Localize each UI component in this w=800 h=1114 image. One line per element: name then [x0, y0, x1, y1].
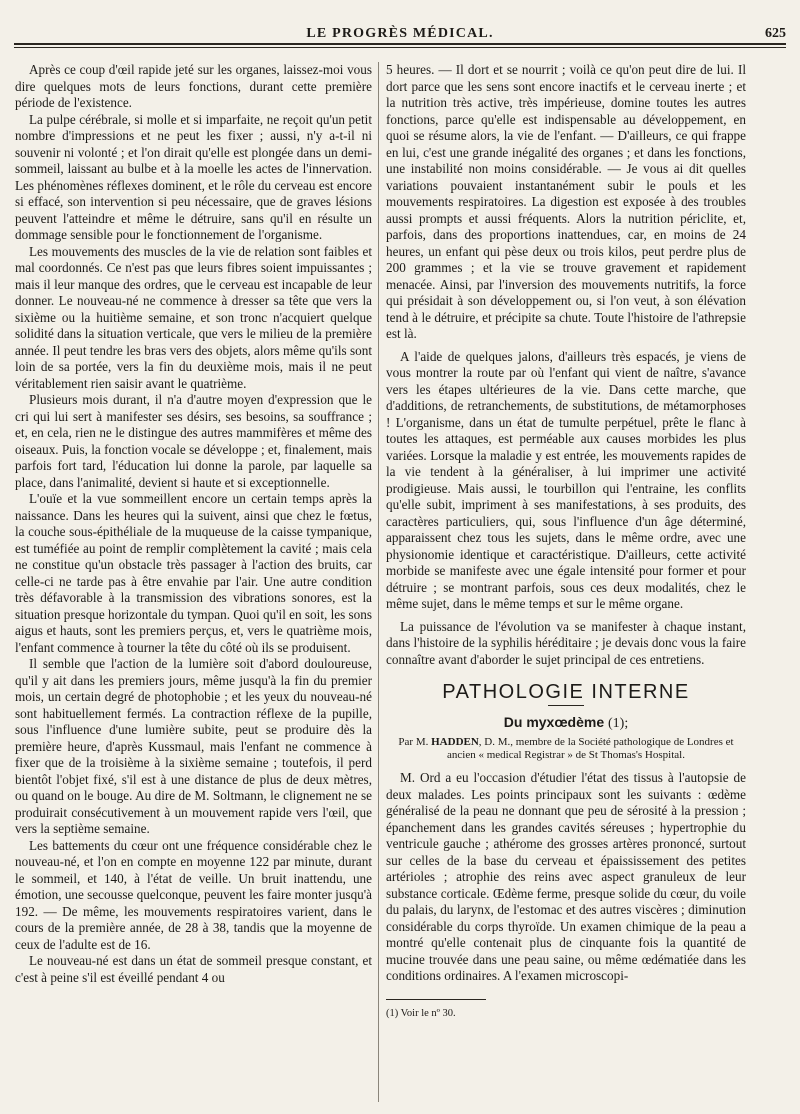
page-header: [14, 24, 786, 44]
paragraph: Il semble que l'action de la lumière soit d'abord douloureuse, qu'il y ait dans les premiers jours, même jusqu'à la fin du premier mois, un certain degré de photophobie ; et les yeux du nouveau-né sont habituellement fermés. La contraction réflexe de la pupille, sous l'influence d'une lumière subite, peut se produire dès la première heure, d'après Kussmaul, mais l'enfant ne commence à fixer que de la troisième à la sixième semaine ; toutefois, il perd bientôt l'objet fixé, s'il est à une distance de plus de deux mètres, ou quand on le bouge. Au dire de M. Soltmann, le clignement ne se produirait consécutivement à un mouvement rapide vers l'œil, que vers la septième semaine.: [15, 656, 372, 836]
article-title: [386, 714, 746, 733]
byline-rest: , D. M., membre de la Société pathologique de Londres et ancien « medical Registrar » de St Thomas's Hospital.: [447, 736, 734, 761]
byline: [386, 736, 746, 762]
byline-author: HADDEN: [431, 736, 479, 748]
article-title-text: Du myxœdème: [503, 713, 605, 730]
section-title: PATHOLOGIE INTERNE: [442, 681, 690, 703]
header-rule-thick: [14, 43, 786, 45]
section-rule: [548, 705, 584, 706]
paragraph: Plusieurs mois durant, il n'a d'autre moyen d'expression que le cri qui lui sert à manifester ses désirs, ses besoins, sa souffrance ; et, en cela, rien ne le distingue des autres mammifères et même des oiseaux. Puis, la fonction vocale se développe ; et, finalement, mais parfois fort tard, l'éducation lui donne la parole, par laquelle sa place, dans l'animalité, devient si haute et si exceptionnelle.: [15, 392, 372, 490]
page-number: 625: [765, 26, 786, 41]
paragraph: La pulpe cérébrale, si molle et si imparfaite, ne reçoit qu'un petit nombre d'impressions et ne peut les fixer ; aussi, n'y a-t-il ni souvenir ni volonté ; et l'on dirait qu'elle est plongée dans un demi-sommeil, laissant au bulbe et à la moelle les actes de l'innervation. Les phénomènes réflexes dominent, et le rôle du cerveau est encore si effacé, son intervention si peu nécessaire, que de graves lésions peuvent l'atteindre et même le détruire, sans qu'il en résulte un dommage sensible pour le fonctionnement de l'organisme.: [15, 111, 372, 242]
paragraph: Les battements du cœur ont une fréquence considérable chez le nouveau-né, et l'on en compte en moyenne 122 par minute, durant le sommeil, et 140, à l'état de veille. Un bruit inattendu, une émotion, une secousse quelconque, peuvent les faire monter jusqu'à 192. — De même, les mouvements respiratoires varient, dans le cours de la première année, de 28 à 38, tandis que la moyenne de ceux de l'adulte est de 16.: [15, 837, 372, 952]
paragraph: M. Ord a eu l'occasion d'étudier l'état des tissus à l'autopsie de deux malades. Les points principaux sont les suivants : œdème généralisé de la peau ne donnant que peu de sérosité à la pression ; épanchement dans les grandes cavités séreuses ; hypertrophie du ventricule gauche ; athérome des grosses artères prononcé, surtout sur celles de la base du cerveau et épaississement des petites artérioles ; atrophie des reins avec aspect granuleux de leur substance corticale. Œdème ferme, presque solide du cœur, du voile du palais, du larynx, de l'estomac et des autres viscères ; diminution considérable du corps thyroïde. Un examen chimique de la peau a montré qu'elle contenait plus de cinquante fois la quantité de mucine trouvée dans une peau saine, ou même œdématiée dans les conditions ordinaires. A l'examen microscopi-: [386, 770, 746, 983]
column-divider: [378, 62, 379, 1102]
paragraph: La puissance de l'évolution va se manifester à chaque instant, dans l'histoire de la syphilis héréditaire ; je devais donc vous la faire connaître avant d'aborder le sujet principal de ces entretiens.: [386, 618, 746, 667]
paragraph: 5 heures. — Il dort et se nourrit ; voilà ce qu'on peut dire de lui. Il dort parce que les sens sont encore inactifs et le cerveau inerte ; et la nutrition très active, très impérieuse, domine toutes les autres fonctions, parce qu'elle est indispensable au développement, en quoi se résume alors, la vie de l'enfant. — D'ailleurs, ce qui frappe en lui, c'est une grande inégalité des organes ; et dans les fonctions, une instabilité non moins considérable. — Je vous ai dit quelles variations pouvaient instantanément subir le pouls et les mouvements respiratoires. La digestion est exposée à des troubles aussi prompts et aussi fréquents. Alors la nutrition périclite, et, parfois, dans des proportions inattendues, car, en moins de 24 heures, un enfant qui pèse deux ou trois kilos, peut perdre plus de 200 grammes ; et la vie se trouve gravement et rapidement menacée. Ainsi, par l'inversion des mouvements nutritifs, la force qui présidait à son développement ou, si l'on veut, à son élévation tend à le détruire, et précipite sa chute. Toute l'histoire de l'athrepsie est là.: [386, 62, 746, 341]
paragraph: Après ce coup d'œil rapide jeté sur les organes, laissez-moi vous dire quelques mots de leurs fonctions, durant cette première période de l'existence.: [15, 62, 372, 110]
paragraph: L'ouïe et la vue sommeillent encore un certain temps après la naissance. Dans les heures qui la suivent, ainsi que chez le fœtus, la couche sous-épithéliale de la muqueuse de la caisse tympanique, est tuméfiée au point de remplir complètement la cavité ; mais cela ne constitue qu'un obstacle très passager à l'action des bruits, car celle-ci ne tarde pas à être envahie par l'air. Une autre condition très défavorable à la transmission des vibrations sonores, est la situation presque horizontale du tympan. Quoi qu'il en soit, les sons aigus et hauts, sont les premiers perçus, et, vers le quatrième mois, l'enfant commence à tourner la tête du côté où ils se produisent.: [15, 491, 372, 655]
paragraph: A l'aide de quelques jalons, d'ailleurs très espacés, je viens de vous montrer la route par où l'enfant qui vient de naître, s'avance vers les étapes ultérieures de la vie. Dans cette marche, que d'additions, de retranchements, de substitutions, de métamorphoses ! L'organisme, dans un état de tumulte perpétuel, prête le flanc à toutes les attaques, est perméable aux causes morbides les plus variées. Lorsque la maladie y est entrée, les mouvements rapides de la vie tendent à la généraliser, à lui imprimer une activité prodigieuse. Mais aussi, le tourbillon qui l'entraine, les conflits qu'elle subit, impriment à ses manifestations, à ses produits, des caractères particuliers, qui, sous l'influence d'un âge déterminé, apparaissent chez tous les sujets, dans le même ordre, avec une physionomie identique et caractéristique. D'ailleurs, cette activité morbide se manifeste avec une égale intensité pour former et pour détruire ; se montrant parfois, sous ces deux modalités, chez le même sujet, dans le même temps et sur le même organe.: [386, 348, 746, 611]
header-rule-thin: [14, 47, 786, 48]
footnote-ref: (1);: [608, 715, 629, 731]
footnote: (1) Voir le nº 30.: [386, 1007, 456, 1019]
paragraph: Les mouvements des muscles de la vie de relation sont faibles et mal coordonnés. Ce n'est pas que leurs fibres soient impuissantes ; mais il leur manque des ordres, que le cerveau est incapable de leur donner. Le nouveau-né ne commence à dresser sa tête que vers la sixième ou la huitième semaine, et son tronc n'acquiert quelque solidité dans la situation verticale, que vers le milieu de la première année. Il peut tendre les bras vers des objets, alors même qu'ils sont loin de sa portée, vers la fin du deuxième mois, mais il ne peut véritablement rien saisir avant le quatrième.: [15, 243, 372, 391]
footnote-rule: [386, 999, 486, 1000]
journal-title: LE PROGRÈS MÉDICAL.: [306, 26, 494, 41]
left-column: [15, 62, 372, 1102]
right-column: [386, 62, 746, 1102]
paragraph: Le nouveau-né est dans un état de sommeil presque constant, et c'est à peine s'il est éveillé pendant 4 ou: [15, 953, 372, 985]
byline-prefix: Par M.: [398, 736, 429, 748]
